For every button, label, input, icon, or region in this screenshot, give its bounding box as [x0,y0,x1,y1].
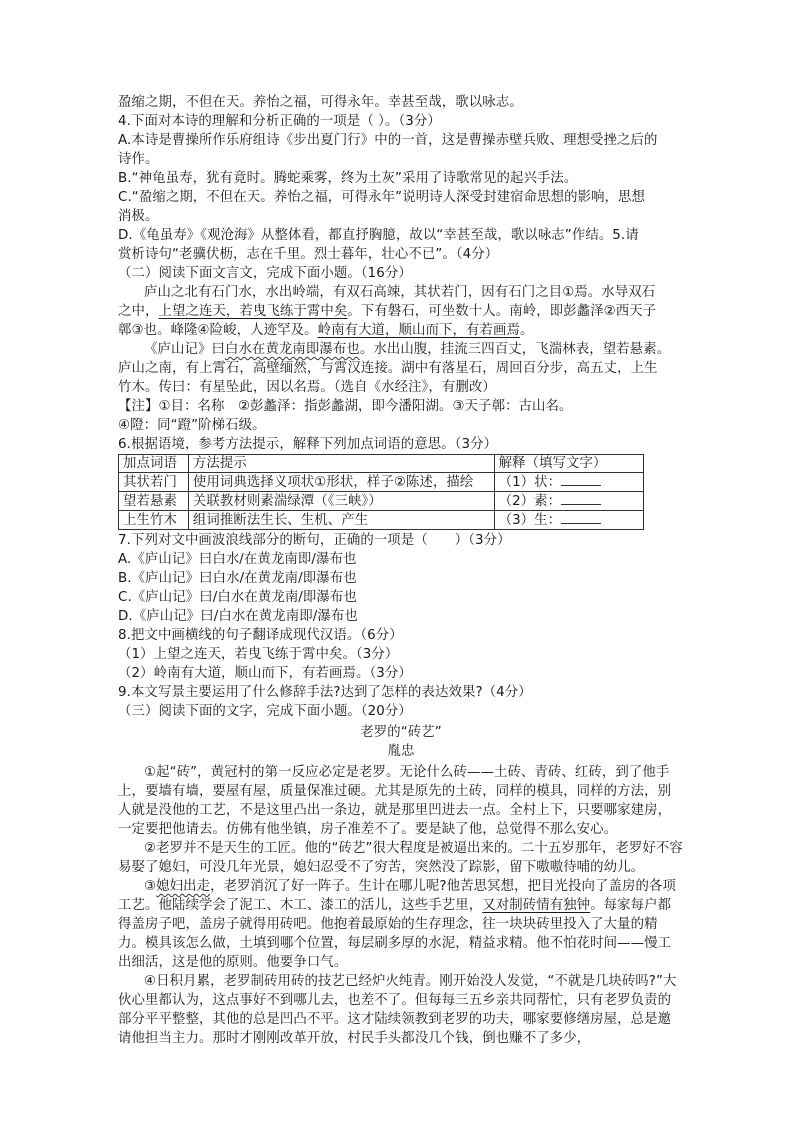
question-6: 6.根据语境，参考方法提示，解释下列加点词语的意思。（3分） [118,437,498,452]
table-row: 上生竹木 组词推断法生长、生机、产生 （3）生： [119,511,644,530]
underlined-sentence-1: 上望之连天，若曳飞练于霄中矣 [158,304,348,319]
classical-text-line: 《庐山记》曰白水在黄龙南即瀑布也。水出山腹，挂流三四百丈，飞湍林表，望若悬素。 [144,342,671,357]
word-method-table [118,454,644,530]
answer-blank[interactable] [561,511,601,524]
wavy-underlined-phrase: 媳妇出走 [156,879,211,894]
section-2-heading: （二）阅读下面文言文，完成下面小题。（16分） [118,266,412,281]
article-paragraph-4: ④日积月累，老罗制砖用砖的技艺已经炉火纯青。刚开始没人发觉，“不就是几块砖吗?”大伙心里都认为，这点事好不到哪儿去，也差不了。但每每三五乡亲共同帮忙，只有老罗负责的部分平平整整，其他的总是凹凸不平。这才陆续领教到老罗的功夫，哪家要修缮房屋，总是邀请他担当主力。那时才刚刚改革开放，村民手头都没几个钱，倒也赚不了多少， [118,974,677,1046]
article-paragraph-3: ③媳妇出走，老罗消沉了好一阵子。生计在哪儿呢?他苦思冥想，把目光投向了盖房的各项工艺。他陆续学会了泥工、木工、漆工的活儿，这些手艺里，又对制砖情有独钟。每家每户都得盖房子吧，盖房子就得用砖吧。他抱着最原始的生存理念，往一块块砖里投入了大量的精力。模具该怎么做，土填到哪个位置，每层刷多厚的水泥，精益求精。他不怕花时间——慢工出细活，这是他的原则。他要争口气。 [118,879,676,970]
classical-text-line: 庐山之南，有上霄石，高壁缅然，与霄汉连接。湖中有落星石，周回百分步，高五丈，上生 [118,361,658,376]
article-author: 胤忠 [387,744,415,759]
table-header-row [119,455,644,473]
option-4c-cont: 消极。 [118,209,159,224]
annotation-note: ④隥：同“蹬”阶梯石级。 [118,418,266,433]
underlined-sentence-2: 岭南有大道，顺山而下，有若画焉 [317,323,520,338]
article-paragraph-1: ①起“砖”，黄冠村的第一反应必定是老罗。无论什么砖——土砖、青砖、红砖，到了他手上，要墙有墙，要屋有屋，质量保准过硬。尤其是原先的土砖，同样的模具，同样的方法，别人就是没他的工艺，不是这里凸出一条边，就是那里凹进去一点。全村上下，只要哪家建房，一定要把他请去。仿佛有他坐镇，房子准差不了。要是缺了他，总觉得不那么安心。 [118,765,672,837]
question-5: 赏析诗句“老骥伏枥，志在千里。烈士暮年，壮心不已”。（4分） [118,247,499,262]
question-4: 4.下面对本诗的理解和分析正确的一项是（ ）。（3分） [118,114,441,129]
option-4a: A.本诗是曹操所作乐府组诗《步出夏门行》中的一首，这是曹操赤壁兵败、理想受挫之后的 [118,133,658,148]
underlined-phrase: 又对制砖情有独钟 [482,898,591,913]
classical-text-line: 之中，上望之连天，若曳飞练于霄中矣。下有磐石，可坐数十人。南岭，即彭蠡泽②西天子 [118,304,657,319]
option-7d: D.《庐山记》曰/白水在黄龙南即/瀑布也 [118,609,358,624]
table-row: 其状若门 使用词典选择义项状①形状，样子②陈述，描绘 （1）状： [119,473,644,492]
wavy-underlined-phrase: 白水在黄龙南即瀑布也 [224,342,360,357]
question-8-2: （2）岭南有大道，顺山而下，有若画焉。（3分） [118,666,412,681]
option-4a-cont: 诗作。 [118,152,159,167]
answer-blank[interactable] [561,492,601,505]
question-8-1: （1）上望之连天，若曳飞练于霄中矣。（3分） [118,647,399,662]
classical-text-line: 鄣③也。峰隆④险峻，人迹罕及。岭南有大道，顺山而下，有若画焉。 [118,323,534,338]
option-7a: A.《庐山记》曰白水/在黄龙南即/瀑布也 [118,552,357,567]
question-9: 9.本文写景主要运用了什么修辞手法?达到了怎样的表达效果?（4分） [118,685,532,700]
table-header: 方法提示 [188,455,494,473]
option-7b: B.《庐山记》曰白水/在黄龙南/即瀑布也 [118,571,357,586]
option-4d: D.《龟虽寿》《观沧海》从整体看，都直抒胸臆，故以“幸甚至哉，歌以咏志”作结。5.请 [118,228,639,243]
table-header: 加点词语 [119,455,189,473]
classical-text-line: 竹木。传曰：有星坠此，因以名焉。（选自《水经注》，有删改） [118,380,496,395]
article-title: 老罗的“砖艺” [360,725,442,740]
section-3-heading: （三）阅读下面的文字，完成下面小题。（20分） [118,704,412,719]
option-4c: C.“盈缩之期，不但在天。养怡之福，可得永年”说明诗人深受封建宿命思想的影响，思想 [118,190,646,205]
question-8: 8.把文中画横线的句子翻译成现代汉语。（6分） [118,628,403,643]
poem-last-line: 盈缩之期，不但在天。养怡之福，可得永年。幸甚至哉，歌以咏志。 [118,95,523,110]
option-4b: B.“神龟虽寿，犹有竟时。腾蛇乘雾，终为土灰”采用了诗歌常见的起兴手法。 [118,171,578,186]
classical-text-line: 庐山之北有石门水，水出岭端，有双石高竦，其状若门，因有石门之目①焉。水导双石 [144,285,656,300]
annotation-note: 【注】①目：名称 ②彭蠡泽：指彭蠡湖，即今潘阳湖。③天子鄣：古山名。 [118,399,573,414]
option-7c: C.《庐山记》曰/白水在黄龙南/即瀑布也 [118,590,357,605]
table-header: 解释（填写文字） [494,455,643,473]
article-paragraph-2: ②老罗并不是天生的工匠。他的“砖艺”很大程度是被逼出来的。二十五岁那年，老罗好不容易娶了媳妇，可没几年光景，媳妇忍受不了穷苦，突然没了踪影，留下嗷嗷待哺的幼儿。 [118,841,683,875]
document-page [118,93,684,1048]
question-7: 7.下列对文中画波浪线部分的断句，正确的一项是（ ）（3分） [118,533,511,548]
table-row: 望若悬素 关联教材则素湍绿潭（《三峡》） （2）素： [119,492,644,511]
answer-blank[interactable] [561,473,601,486]
